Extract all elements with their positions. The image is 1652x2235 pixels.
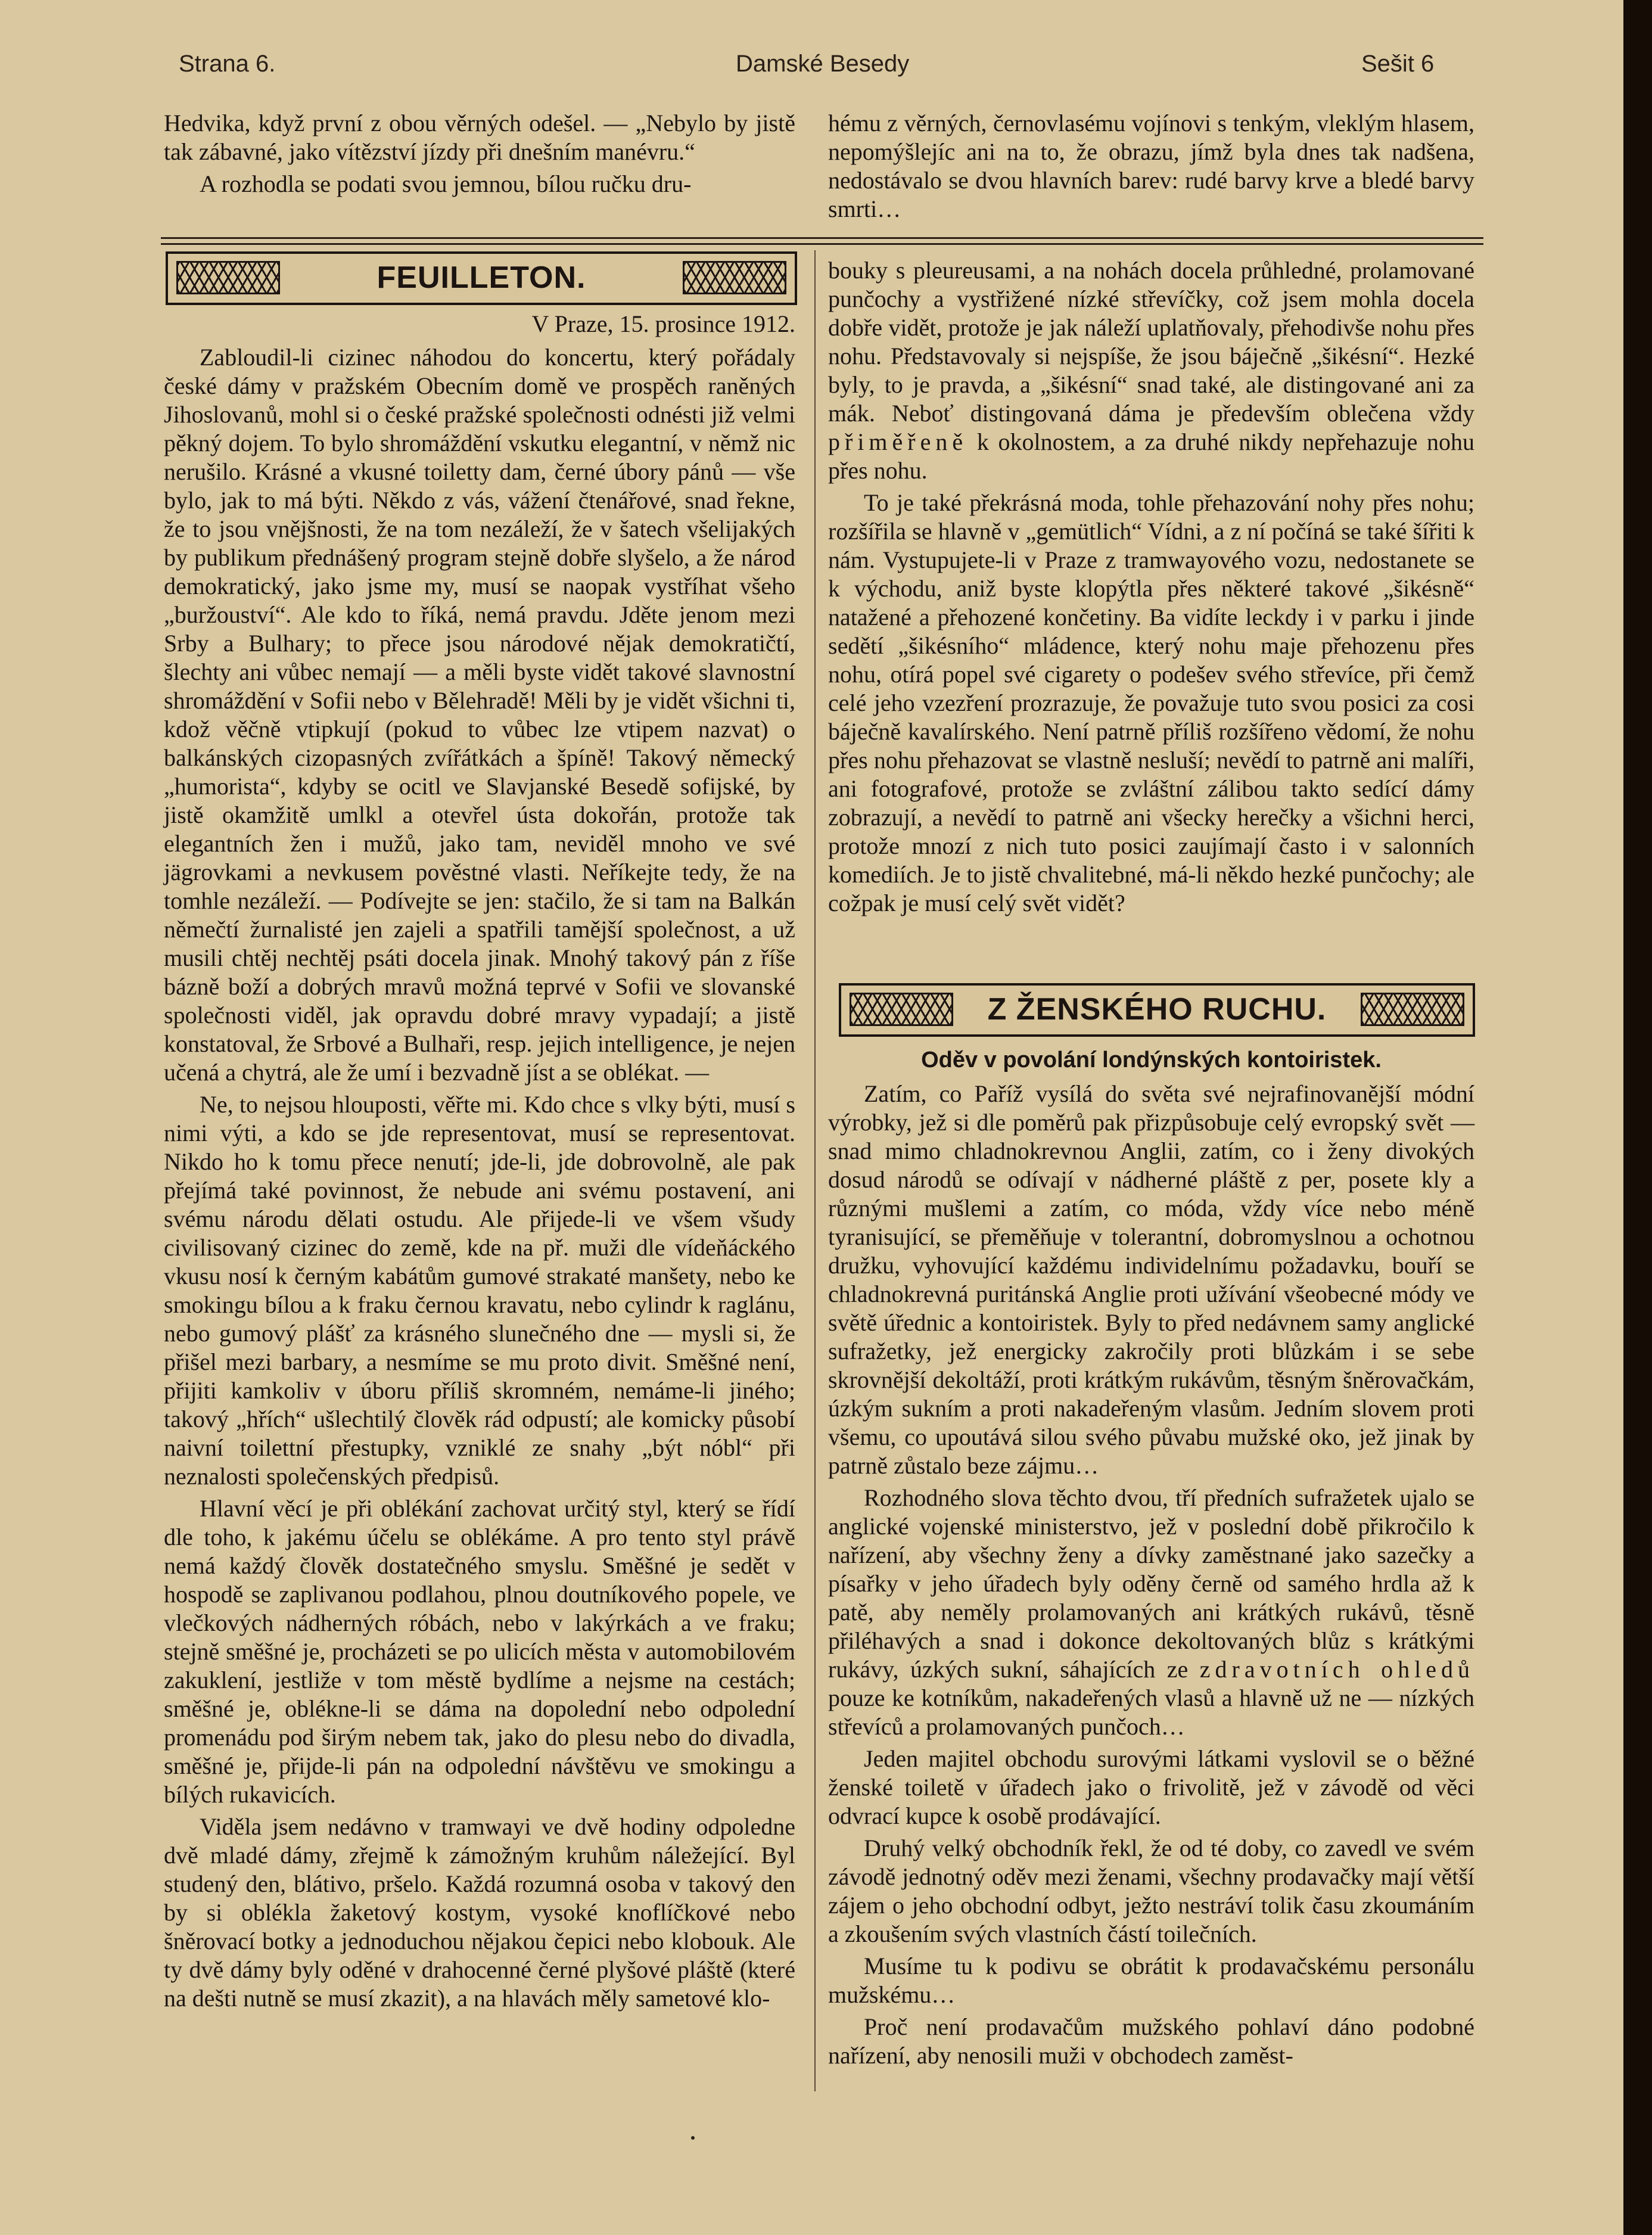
text-run: Rozhodného slova těchto dvou, tří předních sufražetek ujalo se anglické vojenské ministerstvo, jež v poslední době přikročilo k nařízení, aby všechny ženy a dívky zaměstnané jako sazečky a písařky v jeho úřadech byly oděny černě od samého hrdla až k patě, aby neměly prolamovaných ani krátkých rukávů, těsně přiléhavých a snad i dokonce dekoltovaných blůz s krátkými rukávy, úzkých sukní, sáhajících ze	[828, 1484, 1474, 1683]
top-left-column	[164, 109, 795, 202]
issue-number: Sešit 6	[1361, 51, 1435, 77]
paragraph: A rozhodla se podati svou jemnou, bílou ručku dru-	[200, 170, 692, 197]
paragraph: Zatím, co Paříž vysílá do světa své nejrafinovanější módní výrobky, jež si dle poměrů pak přizpůsobuje celý evropský svět — snad mimo chladnokrevnou Anglii, zatím, co i ženy divokých dosud národů se odívají v nádherné pláště z per, posete kly a různými mušlemi a zatím, co móda, vždy více nebo méně tyranisující, se přeměňuje v tolerantní, dobromyslnou a ochotnou družku, vyhovující každému individelnímu požadavku, bouří se chladnokrevná puritánská Anglie proti užívání všeobecné módy ve světě úřednic a kontoiristek. Byly to před nedávnem samy anglické sufražetky, jež energicky zakročily proti blůzkám i se sebe skrovnější dekoltáží, proti krátkým rukávům, těsným šněrovačkám, úzkým sukním a proti nakadeřeným vlasům. Jedním slovem proti všemu, co upoutává silou svého půvabu mužské oko, jež jinak by patrně zůstalo beze zájmu…	[828, 1080, 1474, 1479]
zensky-ruch-body	[828, 1080, 1474, 2074]
page-number: Strana 6.	[179, 51, 276, 77]
ornament-icon	[176, 261, 280, 294]
column-divider	[814, 250, 816, 2091]
section-title: FEUILLETON.	[287, 260, 676, 296]
magazine-title: Damské Besedy	[736, 51, 910, 77]
paragraph: Zabloudil-li cizinec náhodou do koncertu, který pořádaly české dámy v pražském Obecním domě ve prospěch raněných Jihoslovanů, mohl si o české pražské společnosti odnésti již velmi pěkný dojem. To bylo shromáždění vskutku elegantní, v němž nic nerušilo. Krásné a vkusné toiletty dam, černé úbory pánů — vše bylo, jak to má býti. Někdo z vás, vážení čtenářové, snad řekne, že to jsou vnějšnosti, že na tom nezáleží, že v šatech všelijakých by publikum přednášený program stejně dobře slyšelo, a že národ demokratický, jako jsme my, musí se naopak vystříhat všeho „buržouství“. Ale kdo to říká, nemá pravdu. Jděte jenom mezi Srby a Bulhary; to přece jsou národové nějak demokratičtí, šlechty ani vůbec nemají — a měli byste vidět takové slavnostní shromáždění v Sofii nebo v Bělehradě! Měli by je vidět všichni ti, kdož věčně vtipkují (pokud to vůbec lze vtipem nazvat) o balkánských cizopasných zvířátkách a špíně! Takový německý „humorista“, kdyby se ocitl ve Slavjanské Besedě sofijské, by jistě okamžitě umlkl a otevřel ústa dokořán, protože tak elegantních žen i mužů, jako tam, neviděl mnoho ve své jägrovkami a nevkusem pověstné vlasti. Neříkejte tedy, že na tomhle nezáleží. — Podívejte se jen: stačilo, že si tam na Balkán němečtí žurnalisté jen zajeli a spatřili tamější společnost, a už musili chtěj nechtěj psáti docela jinak. Mnohý takový pán z říše bázně boží a dobrých mravů možná teprvé v Sofii ve slovanské společnosti viděl, jak opravdu dobré mravy vypadají; a jistě konstatoval, že Srbové a Bulhaři, resp. jejich intelligence, je nejen učená a chytrá, ale že umí i bezvadně jíst a se oblékat. —	[164, 344, 795, 1086]
ornament-icon	[1361, 993, 1464, 1026]
paragraph: hému z věrných, černovlasému vojínovi s tenkým, vleklým hlasem, nepomýšlejíc ani na to, že obrazu, jímž byla dnes tak nadšena, nedostávalo se dvou hlavních barev: rudé barvy krve a bledé barvy smrti…	[828, 110, 1474, 222]
text-run: pouze ke kotníkům, nakadeřených vlasů a hlavně už ne — nízkých střevíců a prolamovaných punčoch…	[828, 1684, 1474, 1740]
paragraph: Hlavní věcí je při oblékání zachovat určitý styl, který se řídí dle toho, k jakému účelu se oblékáme. A pro tento styl právě nemá každý člověk dostatečného smyslu. Směšné je sedět v hospodě se zaplivanou podlahou, plnou doutníkového popele, ve vlečkových nádherných róbách, nebo v lakýrkách a ve fraku; stejně směšné je, procházeti se po ulicích města v automobilovém zakuklení, jestliže v tom městě bydlíme a nejsme na cestách; směšné je, oblékne-li se dáma na dopolední nebo odpolední promenádu pod širým nebem tak, jako do plesu nebo do divadla, směšné je, přijde-li pán na odpolední návštěvu ve smokingu a bílých rukavicích.	[164, 1495, 795, 1808]
paragraph	[828, 1484, 1474, 1741]
running-header	[0, 51, 1623, 86]
spaced-emphasis: zdravotních ohledů	[1199, 1656, 1475, 1683]
paragraph: Musíme tu k podivu se obrátit k prodavačskému personálu mužskému…	[828, 1953, 1474, 2008]
paragraph: Viděla jsem nedávno v tramwayi ve dvě hodiny odpoledne dvě mladé dámy, zřejmě k zámožným kruhům náležející. Byl studený den, blátivo, pršelo. Každá rozumná osoba v takový den by si oblékla žaketový kostym, vysoké knoflíčkové nebo šněrovací botky a jednoduchou nějakou čepici nebo klobouk. Ale ty dvě dámy byly oděné v drahocenné černé plyšové pláště (které na dešti nutně se musí zkazit), a na hlavách měly sametové klo-	[164, 1813, 795, 2012]
print-mark	[691, 2136, 695, 2140]
paragraph: Druhý velký obchodník řekl, že od té doby, co zavedl ve svém závodě jednotný oděv mezi ženami, všechny prodavačky mají větší zájem o jeho obchodní odbyt, ježto nestráví tolik času zkoumáním a zkoušením svých vlastních částí toilečních.	[828, 1835, 1474, 1947]
paragraph: Hedvika, když první z obou věrných odešel. — „Nebylo by jistě tak zábavné, jako vítězství jízdy při dnešním manévru.“	[164, 110, 795, 165]
scan-edge	[1623, 0, 1652, 2235]
ornament-icon	[850, 993, 953, 1026]
paragraph: Ne, to nejsou hlouposti, věřte mi. Kdo chce s vlky býti, musí s nimi výti, a kdo se jde representovat, musí se representovat. Nikdo ho k tomu přece nenutí; jde-li, jde dobrovolně, ale pak přejímá také povinnost, že nebude ani svému postavení, ani svému národu dělati ostudu. Ale přijede-li ve všem všudy civilisovaný cizinec do země, kde na př. muži dle vídeňáckého vkusu nosí k černým kabátům gumové strakaté manšety, nebo ke smokingu bílou a k fraku černou kravatu, nebo cylindr k raglánu, nebo gumový plášť za krásného slunečného dne — mysli si, že přišel mezi barbary, a nesmíme se mu proto divit. Směšné není, přijiti kamkoliv v úboru příliš skromném, nemáme-li jiného; takový „hřích“ ušlechtilý člověk rád odpustí; ale komicky působí naivní toilettní přestupky, vzniklé ze snahy „být nóbl“ při neznalosti společenských předpisů.	[164, 1091, 795, 1490]
paragraph	[828, 256, 1474, 485]
section-divider-rule	[161, 243, 1483, 245]
section-divider-rule	[161, 237, 1483, 239]
spaced-emphasis: přiměřeně	[828, 428, 968, 455]
paragraph: Jeden majitel obchodu surovými látkami vyslovil se o běžné ženské toiletě v úřadech jako o frivolitě, jež v závodě od věci odvrací kupce k osobě prodávající.	[828, 1745, 1474, 1829]
article-subtitle: Oděv v povolání londýnských kontoiristek.	[921, 1047, 1382, 1073]
paragraph: To je také překrásná moda, tohle přehazování nohy přes nohu; rozšířila se hlavně v „gemütlich“ Vídni, a z ní počíná se také šířiti k nám. Vystupujete-li v Praze z tramwayového vozu, nedostanete se k východu, aniž byste klopýtla přes některé takové „šikésně“ natažené a přehozené končetiny. Ba vidíte leckdy i v parku i jinde sedětí „šikésního“ mládence, který nohu maje přehozenu přes nohu, otírá popel své cigarety o podešev svého střevíce, při čemž celé jeho vzezření prozrazuje, že považuje tuto svou posici za cosi báječně kavalírského. Není patrně příliš rozšířeno vědomí, že nohu přes nohu přehazovat se vlastně nesluší; nevědí to patrně ani malíři, ani fotografové, protože se zvláštní zálibou takto sedící dámy zobrazují, a nevědí to patrně ani všecky herečky a všichni herci, protože mnozí z nich tuto posici zaujímají často i v salonních komediích. Je to jistě chvalitebné, má-li někdo hezké punčochy; ale cožpak je musí celý svět vidět?	[828, 489, 1474, 916]
feuilleton-body	[164, 343, 795, 2016]
ornament-icon	[683, 261, 786, 294]
dateline: V Praze, 15. prosince 1912.	[531, 310, 795, 337]
paragraph: Proč není prodavačům mužského pohlaví dáno podobné nařízení, aby nenosili muži v obchodech zaměst-	[828, 2013, 1474, 2069]
text-run: bouky s pleureusami, a na nohách docela průhledné, prolamované punčochy a vystřižené nízké střevíčky, což jsem mohla docela dobře vidět, protože je jak náleží uplatňovaly, přehodivše nohu přes nohu. Představovaly si nejspíše, že jsou báječně „šikésní“. Hezké byly, to je pravda, a „šikésní“ snad také, ale distingované ani za mák. Neboť distingovaná dáma je především oblečena vždy	[828, 257, 1474, 427]
section-title: Z ŽENSKÉHO RUCHU.	[960, 991, 1354, 1027]
top-right-column	[828, 109, 1474, 227]
text-run: k okolnostem, a za druhé nikdy nepřehazuje nohu přes nohu.	[828, 428, 1475, 484]
zensky-ruch-heading	[839, 983, 1475, 1037]
feuilleton-continuation	[828, 256, 1474, 921]
feuilleton-heading	[166, 251, 797, 305]
